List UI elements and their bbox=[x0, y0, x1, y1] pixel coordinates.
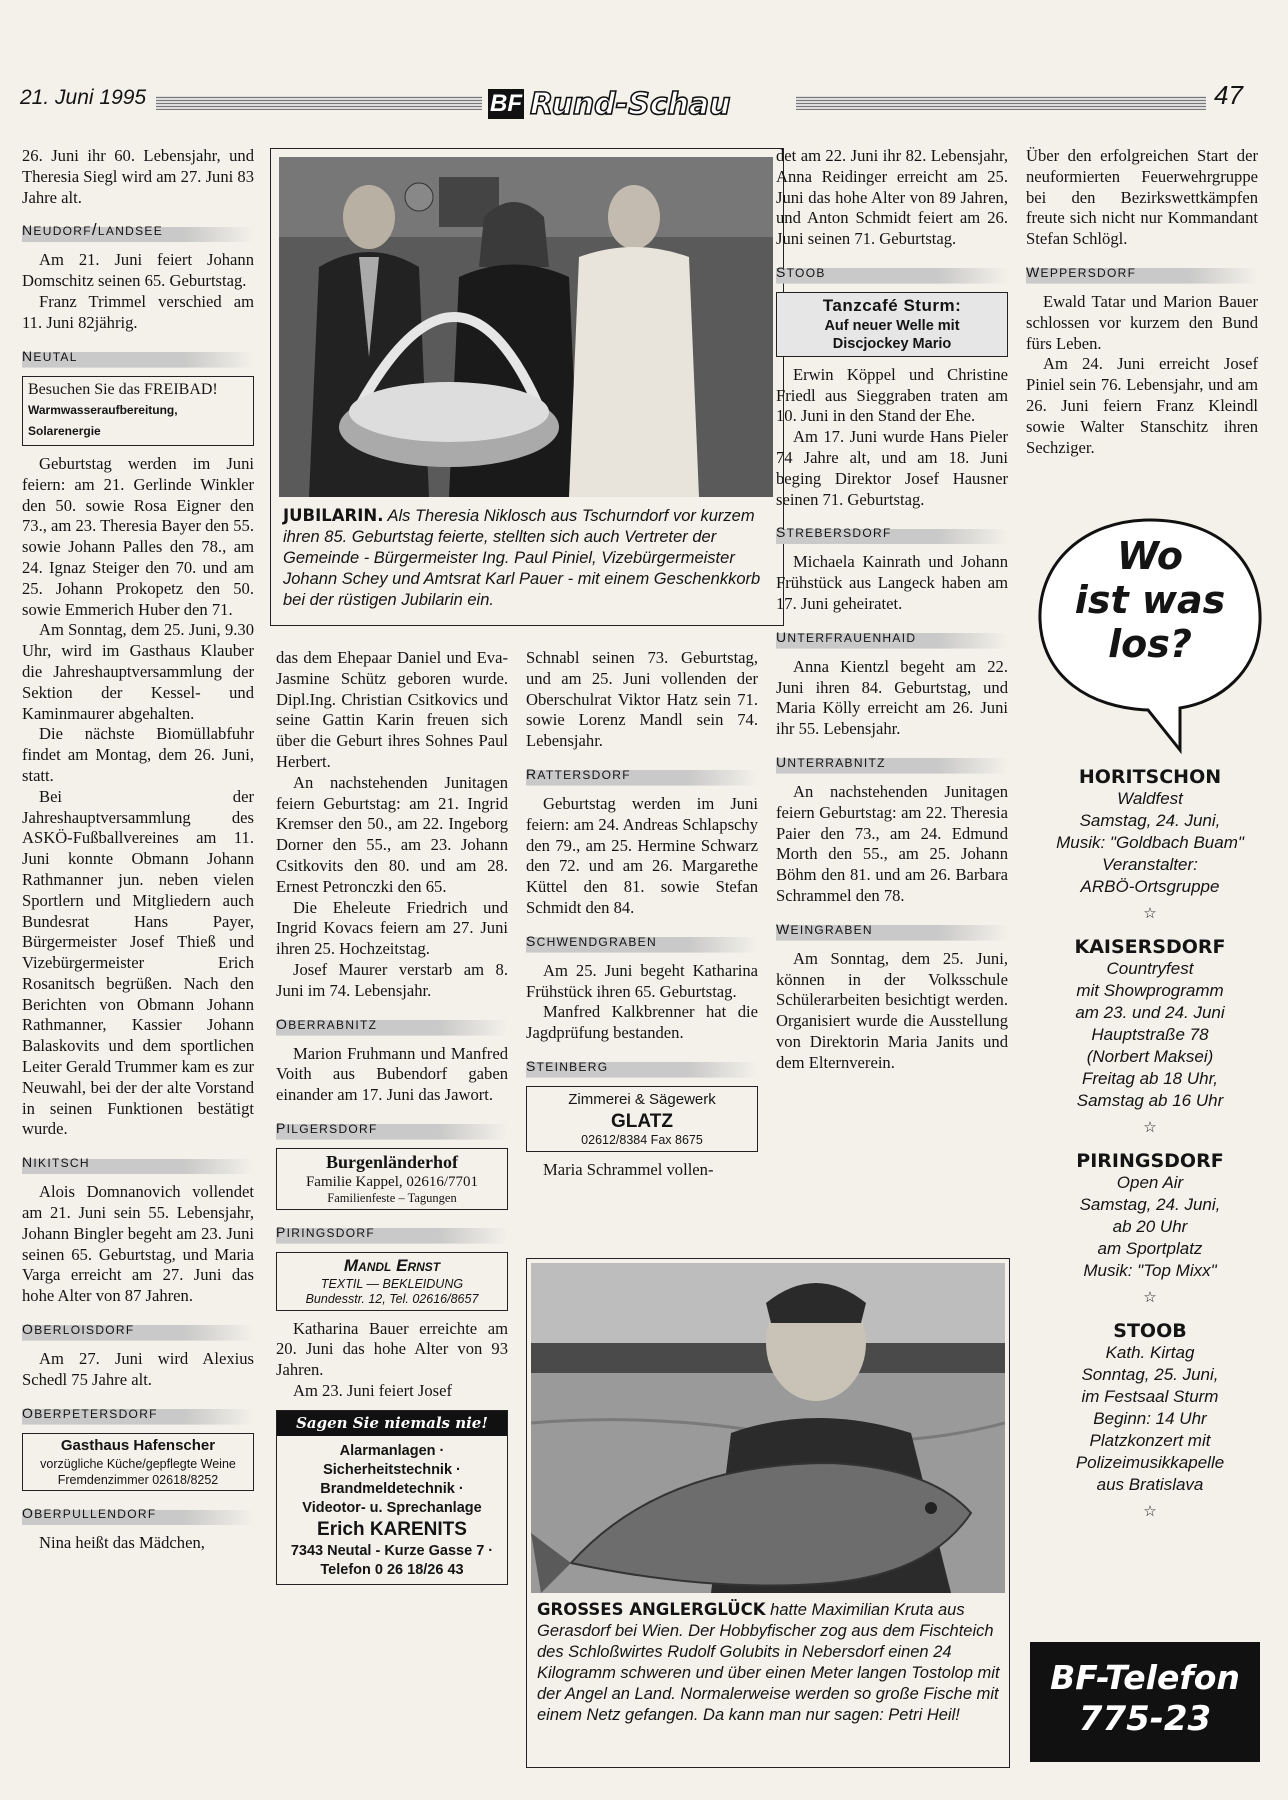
event-detail: Hauptstraße 78 bbox=[1091, 1025, 1209, 1044]
section-heading-oberpullendorf: oberpullendorf bbox=[22, 1499, 254, 1525]
article-text: An nachstehenden Junitagen feiern Geburtstag: am 22. Theresia Paier den 73., am 24. Edmund Morth den 55., am 25. Johann Böhm den 81. und am 26. Barbara Schrammel den 78. bbox=[776, 781, 1008, 905]
event-detail: Sonntag, 25. Juni, bbox=[1081, 1365, 1219, 1384]
bf-logo-box: BF bbox=[490, 90, 522, 117]
bf-telefon-box bbox=[1030, 1642, 1260, 1762]
bubble-line: ist was bbox=[1074, 578, 1226, 622]
event-item bbox=[1030, 766, 1270, 922]
event-detail: am 23. und 24. Juni bbox=[1075, 1003, 1225, 1022]
masthead-logo bbox=[488, 82, 796, 126]
article-text: Die Eheleute Friedrich und Ingrid Kovacs feiern am 27. Juni ihren 25. Hochzeitstag. bbox=[276, 897, 508, 959]
column-3 bbox=[526, 648, 758, 1181]
section-heading-neutal: neutal bbox=[22, 342, 254, 368]
article-text: Die nächste Biomüllabfuhr findet am Montag, dem 26. Juni, statt. bbox=[22, 724, 254, 785]
ad-tanzcafe-line: Auf neuer Welle mit bbox=[824, 317, 960, 334]
article-text: Schnabl seinen 73. Geburtstag, und am 25. Juni vollenden der Oberschulrat Viktor Hatz sein 71. sowie Lorenz Mandl sein 74. Lebensjahr. bbox=[526, 648, 758, 751]
article-text: 26. Juni ihr 60. Lebensjahr, und Theresia Siegl wird am 27. Juni 83 Jahre alt. bbox=[22, 146, 254, 207]
section-heading-piringsdorf: piringsdorf bbox=[276, 1218, 508, 1244]
section-heading-oberloisdorf: oberloisdorf bbox=[22, 1315, 254, 1341]
bf-telefon-number: 775-23 bbox=[1078, 1699, 1212, 1739]
event-place: STOOB bbox=[1113, 1320, 1187, 1342]
events-speech-bubble bbox=[1030, 512, 1270, 762]
ad-karenits-name: Erich KARENITS bbox=[317, 1518, 467, 1540]
article-text: das dem Ehepaar Daniel und Eva-Jasmine Schütz geboren wurde. Dipl.Ing. Christian Csitkovics und seine Gattin Karin freuen sich über die Geburt ihres Sohnes Paul Herbert. bbox=[276, 648, 508, 771]
event-detail: Samstag, 24. Juni, bbox=[1079, 1195, 1221, 1214]
article-text: Anna Kientzl begeht am 22. Juni ihren 84. Geburtstag, und Maria Kölly erreicht am 26. Juni ihr 55. Lebensjahr. bbox=[776, 656, 1008, 739]
ad-tanzcafe bbox=[776, 292, 1008, 357]
article-text: det am 22. Juni ihr 82. Lebensjahr, Anna Reidinger erreicht am 25. Juni das hohe Alter von 89 Jahren, und Anton Schmidt feiert am 26. Juni seinen 71. Geburtstag. bbox=[776, 146, 1008, 249]
jubilarin-photo-illustration bbox=[279, 157, 773, 497]
article-text: Josef Maurer verstarb am 8. Juni im 74. Lebensjahr. bbox=[276, 959, 508, 1000]
article-text: Am 25. Juni begeht Katharina Frühstück ihren 65. Geburtstag. bbox=[526, 960, 758, 1001]
ad-karenits-line: Videotor- u. Sprechanlage bbox=[302, 1499, 482, 1516]
event-detail: Freitag ab 18 Uhr, bbox=[1081, 1069, 1219, 1088]
event-detail: aus Bratislava bbox=[1096, 1475, 1204, 1494]
ad-glatz-tel: 02612/8384 Fax 8675 bbox=[581, 1132, 703, 1147]
ad-hafenscher-title: Gasthaus Hafenscher bbox=[60, 1436, 216, 1454]
article-text: Katharina Bauer erreichte am 20. Juni das hohe Alter von 93 Jahren. bbox=[276, 1318, 508, 1380]
ad-burgenlaenderhof bbox=[276, 1148, 508, 1210]
event-detail: Samstag ab 16 Uhr bbox=[1076, 1091, 1224, 1110]
event-detail: Samstag, 24. Juni, bbox=[1079, 811, 1221, 830]
ad-karenits-line: Alarmanlagen · bbox=[339, 1442, 445, 1459]
article-text: An nachstehenden Junitagen feiern Geburtstag: am 21. Ingrid Kremser den 50., am 22. Ingeborg Dorner den 55., am 23. Johann Csitkovits den 80. und am 28. Ernest Petronczki den 65. bbox=[276, 772, 508, 896]
ad-karenits-tel: Telefon 0 26 18/26 43 bbox=[320, 1561, 464, 1578]
article-text: Alois Domnanovich vollendet am 21. Juni sein 55. Lebensjahr, Johann Bingler begeht am 23. Juni seinen 65. Geburtstag, und Maria Varga erreicht am 27. Juni das hohe Alter von 87 Jahren. bbox=[22, 1182, 254, 1306]
event-place: HORITSCHON bbox=[1078, 766, 1222, 788]
star-icon: ☆ bbox=[1143, 905, 1157, 922]
article-text: Geburtstag werden im Juni feiern: am 24. Andreas Schlapschy den 79., am 25. Hermine Schwarz den 72. und am 26. Margarethe Küttel den 81. sowie Stefan Schmidt den 84. bbox=[526, 793, 758, 917]
event-detail: Musik: "Goldbach Buam" bbox=[1056, 833, 1244, 852]
article-text: Am 23. Juni feiert Josef bbox=[293, 1380, 452, 1400]
section-heading-stoob: stoob bbox=[776, 258, 1008, 284]
bubble-line: los? bbox=[1108, 622, 1192, 666]
ad-glatz bbox=[526, 1086, 758, 1152]
event-detail: mit Showprogramm bbox=[1076, 981, 1224, 1000]
article-text: Ewald Tatar und Marion Bauer schlossen vor kurzem den Bund fürs Leben. bbox=[1026, 291, 1258, 353]
event-detail: Waldfest bbox=[1117, 789, 1183, 808]
article-text: Geburtstag werden im Juni feiern: am 21. Gerlinde Winkler den 50. sowie Rosa Eigner den 73., am 23. Theresia Bayer den 55. sowie Johann Palles den 78., am 24. Ignaz Steiger den 70. und am 25. Johann Prokopetz den 50. sowie Emmerich Huber den 71. bbox=[22, 453, 254, 619]
ad-karenits-addr: 7343 Neutal - Kurze Gasse 7 · bbox=[290, 1542, 494, 1559]
ad-karenits-banner: Sagen Sie niemals nie! bbox=[277, 1411, 507, 1436]
ad-mandl-ernst bbox=[276, 1252, 508, 1311]
ad-karenits-line: Sicherheitstechnik · bbox=[323, 1461, 461, 1478]
ad-karenits-line: Brandmeldetechnik · bbox=[320, 1480, 464, 1497]
caption-text: Als Theresia Niklosch aus Tschurndorf vor kurzem ihren 85. Geburtstag feierte, stellten sich auch Vertreter der Gemeinde - Bürgermeister Ing. Paul Piniel, Vizebürgermeister Johann Schey und Amtsrat Karl Pauer - mit einem Geschenkkorb bei der rüstigen Jubilarin ein. bbox=[283, 507, 761, 609]
event-detail: Kath. Kirtag bbox=[1105, 1343, 1195, 1362]
ad-mandl-line: Bundesstr. 12, Tel. 02616/8657 bbox=[305, 1291, 479, 1306]
article-text: Bei der Jahreshauptversammlung des ASKÖ-Fußballvereines am 11. Juni konnte Obmann Johann Rathmanner jun. neben vielen Sportlern und Mitgliedern auch Bundesrat Hans Payer, Bürgermeister Josef Thieß und Vizebürgermeister Erich Rosanitsch begrüßen. Nach den Berichten von Obmann Johann Rathmanner, Kassier Johann Balaskovits und dem sportlichen Leiter Gerald Trummer kam es zur Neuwahl, bei der der alte Vorstand in seinen Funktionen bestätigt wurde. bbox=[22, 786, 254, 1139]
article-text: Franz Trimmel verschied am 11. Juni 82jährig. bbox=[22, 291, 254, 332]
column-1 bbox=[22, 146, 254, 1554]
article-text: Erwin Köppel und Christine Friedl aus Sieggraben traten am 10. Juni in den Stand der Ehe. bbox=[776, 364, 1008, 426]
photo-jubilarin-caption bbox=[283, 505, 771, 611]
event-item bbox=[1030, 1150, 1270, 1306]
section-heading-weppersdorf: weppersdorf bbox=[1026, 258, 1258, 284]
event-detail: ARBÖ-Ortsgruppe bbox=[1080, 877, 1220, 896]
ad-hafenscher-line: Fremdenzimmer 02618/8252 bbox=[57, 1473, 219, 1488]
events-bubble-text bbox=[1030, 534, 1270, 666]
caption-text: hatte Maximilian Kruta aus Gerasdorf bei Wien. Der Hobbyfischer zog aus dem Fischteich des Schloßwirtes Rudolf Golubits in Nebersdorf einen 24 Kilogramm schweren und über einen Meter langen Tostolop mit der Angel an Land. Normalerweise werden so große Fische mit einem Netz gefangen. Da kann man nur sagen: Petri Heil! bbox=[537, 1601, 1000, 1724]
event-detail: Musik: "Top Mixx" bbox=[1083, 1261, 1217, 1280]
column-2 bbox=[276, 648, 508, 1593]
article-text: Am 21. Juni feiert Johann Domschitz seinen 65. Geburtstag. bbox=[22, 250, 254, 291]
event-detail: (Norbert Maksei) bbox=[1086, 1047, 1214, 1066]
column-5 bbox=[1026, 146, 1258, 458]
article-text: Am Sonntag, dem 25. Juni, 9.30 Uhr, wird im Gasthaus Klauber die Jahreshauptversammlung der Sektion der Kessel- und Kaminmaurer abgehalten. bbox=[22, 620, 254, 723]
caption-heading: JUBILARIN. bbox=[283, 506, 384, 525]
article-text: Maria Schrammel vollen- bbox=[543, 1159, 714, 1179]
section-heading-pilgersdorf: pilgersdorf bbox=[276, 1114, 508, 1140]
article-text: Am 27. Juni wird Alexius Schedl 75 Jahre alt. bbox=[22, 1349, 254, 1389]
photo-angler-frame bbox=[526, 1258, 1010, 1768]
ad-freibad-sub: Warmwasseraufbereitung, Solarenergie bbox=[28, 403, 178, 439]
star-icon: ☆ bbox=[1143, 1289, 1157, 1306]
article-text: Nina heißt das Mädchen, bbox=[39, 1533, 205, 1553]
article-text: Am Sonntag, dem 25. Juni, können in der Volksschule Schülerarbeiten besichtigt werden. Organisiert wurde die Ausstellung von Direktorin Maria Janits und dem Elternverein. bbox=[776, 948, 1008, 1072]
ad-freibad bbox=[22, 376, 254, 446]
rundschau-wordmark: Rund-Schau bbox=[530, 86, 731, 122]
ad-tanzcafe-title: Tanzcafé Sturm: bbox=[822, 295, 962, 315]
ad-glatz-title: GLATZ bbox=[611, 1110, 673, 1132]
caption-heading: GROSSES ANGLERGLÜCK bbox=[537, 1600, 766, 1619]
event-detail: im Festsaal Sturm bbox=[1081, 1387, 1219, 1406]
ad-hafenscher-line: vorzügliche Küche/gepflegte Weine bbox=[40, 1457, 236, 1472]
photo-angler bbox=[531, 1263, 1005, 1593]
section-heading-rattersdorf: rattersdorf bbox=[526, 760, 758, 786]
event-detail: Open Air bbox=[1116, 1173, 1184, 1192]
article-text: Michaela Kainrath und Johann Frühstück aus Langeck haben am 17. Juni geheiratet. bbox=[776, 552, 1008, 613]
ad-glatz-line: Zimmerei & Sägewerk bbox=[568, 1090, 716, 1108]
section-heading-neudorf: neudorf/landsee bbox=[22, 216, 254, 242]
event-item bbox=[1030, 1320, 1270, 1520]
article-text: Am 24. Juni erreicht Josef Piniel sein 76. Lebensjahr, und am 26. Juni feiern Franz Kleindl sowie Walter Stanschitz ihren Sechziger. bbox=[1026, 354, 1258, 457]
photo-angler-caption bbox=[537, 1599, 1001, 1726]
issue-date: 21. Juni 1995 bbox=[20, 86, 147, 109]
ad-mandl-title: Mandl Ernst bbox=[343, 1255, 441, 1275]
ad-burg-line: Familie Kappel, 02616/7701 bbox=[305, 1173, 479, 1190]
star-icon: ☆ bbox=[1143, 1119, 1157, 1136]
section-heading-steinberg: steinberg bbox=[526, 1052, 758, 1078]
event-detail: Veranstalter: bbox=[1102, 855, 1198, 874]
event-detail: ab 20 Uhr bbox=[1112, 1217, 1188, 1236]
bubble-line: Wo bbox=[1117, 534, 1183, 578]
event-detail: Countryfest bbox=[1106, 959, 1194, 978]
section-heading-nikitsch: nikitsch bbox=[22, 1148, 254, 1174]
header-rule-right bbox=[796, 96, 1206, 110]
angler-photo-illustration bbox=[531, 1263, 1005, 1593]
section-heading-unterfrauenhaid: unterfrauenhaid bbox=[776, 623, 1008, 649]
ad-burg-title: Burgenländerhof bbox=[325, 1151, 458, 1172]
ad-burg-line: Familienfeste – Tagungen bbox=[327, 1190, 457, 1205]
page-number: 47 bbox=[1214, 80, 1243, 110]
events-list bbox=[1030, 752, 1270, 1520]
section-heading-weingraben: weingraben bbox=[776, 915, 1008, 941]
bf-telefon-label: BF-Telefon bbox=[1050, 1658, 1240, 1697]
event-item bbox=[1030, 936, 1270, 1136]
section-heading-strebersdorf: strebersdorf bbox=[776, 518, 1008, 544]
section-heading-schwendgraben: schwendgraben bbox=[526, 927, 758, 953]
section-heading-unterrabnitz: unterrabnitz bbox=[776, 748, 1008, 774]
section-heading-oberpetersdorf: oberpetersdorf bbox=[22, 1399, 254, 1425]
event-detail: Polizeimusikkapelle bbox=[1075, 1453, 1225, 1472]
column-4 bbox=[776, 146, 1008, 1074]
ad-karenits bbox=[276, 1410, 508, 1585]
event-detail: am Sportplatz bbox=[1097, 1239, 1203, 1258]
ad-hafenscher bbox=[22, 1433, 254, 1492]
article-text: Manfred Kalkbrenner hat die Jagdprüfung bestanden. bbox=[526, 1002, 758, 1043]
photo-jubilarin-frame bbox=[270, 148, 784, 626]
article-text: Marion Fruhmann und Manfred Voith aus Bubendorf gaben einander am 17. Juni das Jawort. bbox=[276, 1043, 508, 1105]
ad-tanzcafe-line: Discjockey Mario bbox=[832, 335, 952, 352]
section-heading-oberrabnitz: oberrabnitz bbox=[276, 1010, 508, 1036]
article-text: Über den erfolgreichen Start der neuformierten Feuerwehrgruppe bei den Bezirkswettkämpfen freute sich nicht nur Kommandant Stefan Schlögl. bbox=[1026, 146, 1258, 249]
event-detail: Platzkonzert mit bbox=[1089, 1431, 1211, 1450]
ad-freibad-title: Besuchen Sie das FREIBAD! bbox=[28, 380, 218, 398]
article-text: Am 17. Juni wurde Hans Pieler 74 Jahre alt, und am 18. Juni beging Direktor Josef Hausner seinen 71. Geburtstag. bbox=[776, 427, 1008, 509]
event-detail: Beginn: 14 Uhr bbox=[1093, 1409, 1207, 1428]
event-place: PIRINGSDORF bbox=[1076, 1150, 1224, 1172]
event-place: KAISERSDORF bbox=[1074, 936, 1226, 958]
star-icon: ☆ bbox=[1143, 1503, 1157, 1520]
photo-jubilarin bbox=[279, 157, 773, 497]
header-rule-left bbox=[156, 96, 482, 110]
ad-mandl-line: TEXTIL — BEKLEIDUNG bbox=[320, 1276, 464, 1291]
